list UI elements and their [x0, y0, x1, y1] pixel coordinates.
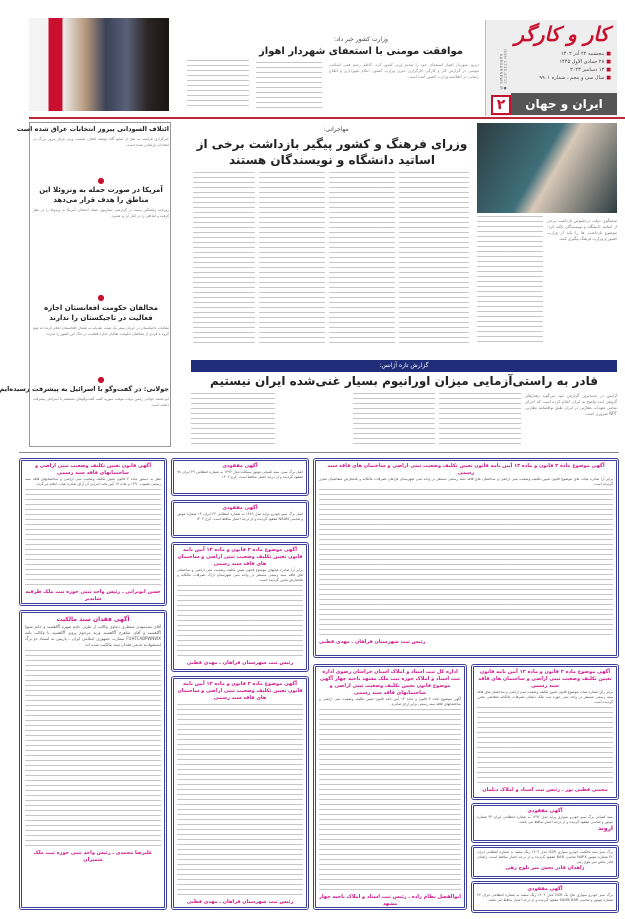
top-story-body-col3 — [187, 60, 249, 110]
sidebar-bullet: ● — [97, 293, 105, 302]
main-story-col2 — [477, 216, 543, 346]
ad-title: آگهی فقدان سند مالکیت — [56, 616, 130, 623]
ad-title: آگهی موضوع ماده ۳ قانون و ماده ۱۳ آیین نامه قانون تعیین تکلیف وضعیت ثبتی اراضی و ساختمان های فاقد سند رسمی — [327, 463, 605, 476]
ad-body: برابر آرا صادره هیات های موضوع قانون تعیین تکلیف وضعیت ثبتی اراضی و ساختمان های فاقد سند رسمی مستقر در واحد ثبتی شهرستان فراهان تصرفات مالکانه و بلامعارض متقاضیان محرز گردیده است. — [319, 477, 613, 486]
ad-signature: رئیس ثبت شهرستان فراهان ـ مهدی قطبی — [186, 899, 294, 905]
lost-deed-ad — [19, 610, 167, 910]
ad-signature: رئیس ثبت شهرستان فراهان ـ مهدی قطبی — [186, 660, 294, 666]
legal-notice-ad — [313, 664, 467, 910]
top-story-body-col2 — [256, 62, 322, 112]
ad-signature: زاهدان قادر بخش میر بلوچ زهی — [505, 865, 585, 871]
ad-body-lines — [319, 489, 613, 639]
ad-body: آگهی موضوع ماده ۳ قانون و ماده ۱۳ آیین نامه قانون تعیین تکلیف وضعیت ثبتی اراضی و ساختمانهای فاقد سند رسمی برابر آرای صادره. — [319, 697, 461, 706]
main-story-col4 — [329, 172, 395, 347]
ad-signature: رئیس ثبت شهرستان فراهان ـ مهدی قطبی — [319, 639, 426, 645]
main-story-col5 — [259, 172, 325, 347]
ad-body: اصل برگ سبز خودرو پراید مدل ۱۳۸۹ به شماره انتظامی ۲۳ ایران ۱۳ شماره موتور و شاسی NAAN مفقود گردیده و از درجه اعتبار ساقط است. کرج ۱۴۰۲ — [177, 512, 303, 521]
sidebar-headline-1: ائتلاف السودانی پیروز انتخابات عراق شده است — [16, 125, 169, 133]
ad-body-lines — [177, 585, 303, 660]
ad-title: آگهی مفقودی — [222, 505, 258, 511]
sidebar-body-1: خبرگزاری فرانسه به نقل از منابع آگاه نوشته ائتلاف نخست وزیر عراق پیروز بزرگ در انتخابات پارلمانی شده است. — [33, 137, 169, 147]
iaea-col2 — [439, 393, 521, 448]
ad-title: آگهی قانون تعیین تکلیف وضعیت ثبتی اراضی و ساختمانهای فاقد سند رسمی — [34, 463, 152, 476]
ad-body: برابر آرا صادره هیاتهای موضوع قانون تعیین تکلیف وضعیت ثبتی اراضی و ساختمان های فاقد سند رسمی مستقر در واحد ثبتی شهرستان اراک تصرفات مالکانه و بلامعارض محرز گردیده است. — [177, 568, 303, 582]
ad-body: برگ سبز سند مالکیت خودرو سواری GSR مدل ۱۴۰۲ رنگ سفید به شماره انتظامی ایران ۴۶ شماره موتور NAPX شاسی BAR مفقود گردیده و از درجه اعتبار ساقط است. زاهدان قادر بخش میر بلوچ زهی — [477, 850, 613, 864]
ad-signature: مجتبی قطبی پور ـ رئیس ثبت اسناد و املاک دیلمان — [482, 787, 608, 793]
lost-document-ad — [171, 500, 309, 538]
ad-body-lines — [177, 704, 303, 899]
masthead-dates: ■پنجشنبه ۲۲ آذر ۱۴۰۲ ■۲۸ جمادی الاول ۱۴۴۵ ■۱۳ دسامبر ۲۰۲۳ ■سال سی و پنجم ـ شماره ۹۹۰۱ — [539, 51, 611, 81]
ad-signature: ابوالفضل نظام زاده ـ رئیس ثبت اسناد و املاک ناحیه چهار مشهد — [319, 894, 461, 907]
ad-title: آگهی مفقودی — [527, 808, 563, 814]
top-story-kicker: وزارت کشور خبر داد: — [334, 36, 388, 43]
date-gregorian: ۱۳ دسامبر ۲۰۲۳ — [570, 67, 605, 73]
masthead-vertical-text: ISSN 1735-6717 ● KARGARNEWS.IR — [499, 48, 507, 90]
lost-document-ad — [471, 881, 619, 913]
lost-document-ad — [471, 803, 619, 843]
iaea-col3 — [353, 393, 435, 448]
ad-body-lines — [25, 489, 161, 589]
page-number: ۲ — [491, 95, 511, 115]
ad-title: آگهی مفقودی — [222, 463, 258, 469]
ad-body: اصل برگ سبز، سند کمپانی موتور سیکلت مدل ۱۳۹۲ به شماره انتظامی ۳۹ ایران ۹۸ مفقود گردیده و از درجه اعتبار ساقط است. کرج ۱۴۰۲ — [177, 470, 304, 479]
ad-title: آگهی مفقودی — [527, 886, 563, 892]
lost-document-ad — [471, 845, 619, 879]
sidebar-bullet: ● — [97, 176, 105, 185]
sidebar-body-2: روزنامه واشنگتن پست در گزارشی سناریوی حمله احتمالی آمریکا به ونزوئلا را در نظر گرفت و اهدافی را در کنار آن بر شمرد. — [33, 208, 169, 218]
sidebar-headline-3: مخالفان حکومت افغانستان اجازه فعالیت در تاجیکستان را ندارند — [44, 304, 158, 322]
ad-title: آگهی موضوع ماده ۳ قانون و ماده ۱۳ آیین نامه قانون تعیین تکلیف وضعیت ثبتی اراضی و ساختمان های فاقد سند رسمی — [478, 669, 612, 689]
date-hijri: ۲۸ جمادی الاول ۱۴۴۵ — [559, 59, 605, 65]
legal-notice-ad — [313, 458, 619, 658]
spokesperson-photo — [477, 123, 617, 213]
sidebar-headline-2: آمریکا در صورت حمله به ونزوئلا این مناطق را هدف قرار می‌دهد — [39, 186, 163, 204]
sidebar-headline-4: جولانی: در گفت‌وگو با اسرائیل به پیشرفت رسیده‌ایم — [0, 385, 169, 393]
main-story-kicker: مهاجرانی: — [323, 126, 349, 133]
ad-title: آگهی موضوع ماده ۳ قانون و ماده ۱۳ آیین نامه قانون تعیین تکلیف وضعیت ثبتی اراضی و ساختمان های فاقد سند رسمی — [177, 681, 303, 701]
top-story-headline: موافقت مومنی با استعفای شهردار اهواز — [259, 46, 463, 57]
masthead-logo: کار و کارگر — [514, 22, 609, 46]
ad-body: برگ سبز خودرو سواری هاچ بک GSR مدل ۱۴۰۲ رنگ سفید به شماره انتظامی ایران ۳۷ شماره موتور و شاسی SAIPA BAR مفقود گردیده و از درجه اعتبار ساقط می باشد. — [477, 893, 613, 902]
legal-notice-ad — [171, 542, 309, 672]
section-label: ایران و جهان — [511, 93, 617, 115]
ad-body-lines — [319, 709, 461, 894]
legal-notice-ad — [471, 664, 619, 800]
iaea-body: آژانس در جدیدترین گزارش خود می‌گوید رفتارهای گروهی ایده واضح به ایران اعلام کرده است که اجرای تمامی تعهدات نظارتی در ایران طبق توافقنامه نظارتی NPT ضروری است. — [525, 393, 617, 416]
ad-signature: اروند — [598, 825, 613, 832]
legal-notice-ad — [171, 676, 309, 910]
divider-line — [29, 117, 625, 119]
main-story-body: سخنگوی دولت درخصوص بازداشت برخی از اساتید دانشگاه و نویسندگان تاکید کرد: موضوع بازداشت ها را باید از وزارت کشور و وزارت فرهنگ پیگیری کنید. — [547, 218, 617, 241]
ad-body-lines — [477, 707, 613, 787]
minister-photo — [29, 18, 169, 111]
main-story-col6 — [193, 172, 255, 347]
lost-document-ad — [171, 458, 309, 496]
issue-number: سال سی و پنجم ـ شماره ۹۹۰۱ — [539, 75, 605, 81]
main-story-headline: وزرای فرهنگ و کشور پیگیر بازداشت برخی از اساتید دانشگاه و نویسندگان هستند — [196, 137, 468, 167]
ad-signature: حسن ابوترابی ـ رئیس واحد ثبتی حوزه ثبت ملک طرقبه شاندیز — [25, 589, 161, 602]
date-persian: پنجشنبه ۲۲ آذر ۱۴۰۲ — [561, 51, 605, 57]
divider-line — [19, 452, 619, 453]
ad-signature: علیرضا محمدی ـ رئیس واحد ثبتی حوزه ثبت ملک شمیران — [33, 850, 153, 863]
legal-notice-ad — [19, 458, 167, 606]
ad-body: سند کمپانی برگ سبز خودرو سواری پراید مدل ۱۳۹۲ به شماره انتظامی ایران ۳۳ شماره موتور و شاسی مفقود گردیده و از درجه اعتبار ساقط می باشد. — [477, 815, 613, 824]
iaea-kicker-bar: گزارش تازه آژانس: — [191, 360, 617, 372]
ad-body-lines — [25, 650, 161, 850]
ad-body: برابر رای شماره هیات موضوع قانون تعیین تکلیف وضعیت ثبتی اراضی و ساختمان های فاقد سند رسمی مستقر در واحد ثبتی حوزه ثبت ملک دیلمان تصرفات مالکانه متقاضی محرز گردیده است. — [477, 690, 613, 704]
iaea-headline: قادر به راستی‌آزمایی میزان اورانیوم بسیار غنی‌شده ایران نیستیم — [210, 374, 598, 388]
ad-body: آقای سیدمهدی منتظری دعاوی وکالت از طرف خانم شهره آگاهسید و خانم شیوا آگاهسید و آقای شاهرخ آگاهسید ورثه مرحوم پرویز آگاهسید با وکالت نامه FUHTCABPWNWX سفارت جمهوری اسلامی ایران ـ پاریس به استناد دو برگ استشهادیه مدعی فقدان سند مالکیت شده اند. — [25, 624, 161, 647]
top-story-body: دیروز شهردار اهواز استعفای خود را تقدیم وزیر کشور کرد. کاظم رحیم قمی اسکندر مومنی در گزارش کار و کارگر، کارگزاری خبری وزارت کشور، اعلام شهرداری و اطلاع رسانی در اطلاعیه وزارت کشور آمده است. — [329, 62, 479, 79]
main-story-col3 — [399, 172, 469, 347]
ad-title: آگهی موضوع ماده ۳ قانون و ماده ۱۳ آیین نامه قانون تعیین تکلیف وضعیت ثبتی اراضی و ساختمان های فاقد سند رسمی — [177, 547, 303, 567]
sidebar-body-4: ابو محمد جولانی رئیس دولت موقت سوریه گفت گفت‌وگوهای مستقیم با اسرائیل پیشرفت داشته است. — [33, 397, 169, 407]
ad-body: نظر به دستور ماده ۳ قانون تعیین تکلیف وضعیت ثبتی اراضی و ساختمانهای فاقد سند رسمی مصوب ۱۳۹۰ و ماده ۱۳ آیین نامه اجرایی آن آرای صادره هیات اعلام می‌گردد. — [25, 477, 162, 486]
ad-title: اداره کل ثبت اسناد و املاک استان خراسان رضوی اداره ثبت اسناد و املاک حوزه ثبت ملک مشهد ناحیه چهار آگهی موضوع قانون تعیین تکلیف وضعیت ثبتی اراضی و ساختمانهای فاقد سند رسمی — [319, 669, 461, 696]
iaea-col4 — [191, 393, 275, 448]
sidebar-bullet: ● — [97, 375, 105, 384]
sidebar-body-3: مقامات تاجیکستان در جریان سفر یک هیئت بلندپایه به شمال افغانستان اعلام کرده اند هیچ گروه یا فردی از مخالفان حکومت طالبان اجازه فعالیت در خاک این کشور را ندارند. — [33, 326, 169, 336]
